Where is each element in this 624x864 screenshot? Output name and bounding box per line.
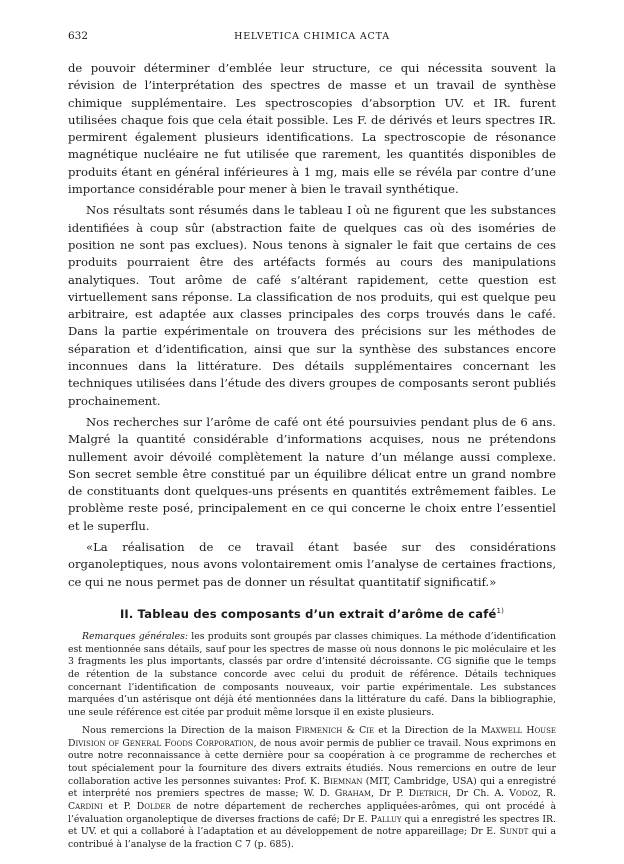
paragraph-research: Nos recherches sur l’arôme de café ont été poursuivies pendant plus de 6 ans. Malgré la quantité considérable d’informations acquises, nous ne prétendons nullement avoir dévoilé complètement la nature d’un mélange aussi complexe. Son secret semble être constitué par un équilibre délicat entre un grand nombre de constituants dont quelques-uns présents en quantités extrêmement faibles. Le problème reste posé, principalement en ce qui concerne le choix entre l’essentiel et le superflu.	[68, 414, 556, 533]
acknowledged-name: Vodoz	[509, 788, 538, 800]
general-remarks-text: les produits sont groupés par classes chimiques. La méthode d’identification est mentionnée sans détails, sauf pour les spectres de masse où nous donnons le pic moléculaire et les 3 fragments les plus importants, classés par ordre d’intensité décroissante. CG signifie que le temps de rétention de la substance concorde avec celui du produit de référence. Détails techniques concernant l’identification de composants nouveaux, voir partie expérimentale. Les substances marquées d’un astérisque ont déjà été mentionnées dans la littérature du café. Dans la bibliographie, une seule référence est citée par produit même lorsque il en existe plusieurs.	[68, 630, 556, 719]
footnote-marker: 1)	[496, 607, 505, 616]
acknowledged-name: Dolder	[136, 801, 171, 813]
acknowledged-name: Maxwell House Division of General Foods Corporation	[68, 724, 556, 749]
acknowledgements	[68, 725, 556, 852]
section-heading-text: II. Tableau des composants d’un extrait d’arôme de café	[119, 606, 497, 621]
acknowledged-name: Graham	[334, 788, 371, 800]
acknowledgement-text: , R.	[537, 788, 556, 800]
acknowledgement-text: , Dr Ch. A.	[448, 788, 510, 800]
acknowledgement-text: qui a contribué à l’analyse de la fraction C 7 (p. 685).	[68, 826, 556, 851]
acknowledged-name: Cardini	[68, 801, 103, 813]
acknowledgement-text: , de nous avoir permis de publier ce travail. Nous exprimons en outre notre reconnaissance à cette dernière pour sa coopération à ce programme de recherches et tout spécialement pour la fourniture des divers extraits étudiés. Nous remercions en outre de leur collaboration active les personnes suivantes: Prof. K.	[68, 737, 556, 787]
paragraph-results: Nos résultats sont résumés dans le tableau I où ne figurent que les substances identifiées à coup sûr (abstraction faite de quelques cas où des isoméries de position ne sont pas exclues). Nous tenons à signaler le fait que certains de ces produits pourraient être des artéfacts formés au cours des manipulations analytiques. Tout arôme de café s’altérant rapidement, cette question est virtuellement sans réponse. La classification de nos produits, qui est quelque peu arbitraire, est adaptée aux classes principales des corps trouvés dans le café. Dans la partie expérimentale on trouvera des précisions sur les méthodes de séparation et d’identification, ainsi que sur la synthèse des substances encore inconnues dans la littérature. Des détails supplémentaires concernant les techniques utilisées dans l’étude des divers groupes de composants seront publiés prochainement.	[68, 203, 556, 408]
acknowledgement-text: et la Direction de la	[374, 724, 481, 736]
acknowledged-name: Palluy	[370, 813, 402, 825]
acknowledgement-text: (MIT, Cambridge, USA) qui a enregistré et interprété nos premiers spectres de masse; W. D.	[68, 775, 556, 800]
body-text	[68, 60, 556, 591]
acknowledgement-text: et P.	[102, 801, 137, 813]
paragraph-continuation: de pouvoir déterminer d’emblée leur structure, ce qui nécessita souvent la révision de l’interprétation des spectres de masse et un travail de synthèse chimique supplémentaire. Les spectroscopies d’absorption UV. et IR. furent utilisées chaque fois que cela était possible. Les F. de dérivés et leurs spectres IR. permirent également plusieurs identifications. La spectroscopie de résonance magnétique nucléaire ne fut utilisée que rarement, les quantités disponibles de produits étant en général inférieures à 1 mg, mais elle se révéla par contre d’une importance considérable pour mener à bien le travail synthétique.	[68, 61, 556, 197]
acknowledged-name: Dietrich	[408, 788, 449, 800]
acknowledgement-text: Nous remercions la Direction de la maison	[82, 724, 296, 736]
small-text-block	[68, 631, 556, 852]
paragraph-quote: «La réalisation de ce travail étant basée sur des considérations organoleptiques, nous avons volontairement omis l’analyse de certaines fractions, ce qui ne nous permet pas de donner un résultat quantitatif significatif.»	[68, 540, 556, 589]
acknowledged-name: Sundt	[499, 826, 529, 838]
paper-page	[68, 30, 556, 857]
acknowledgement-text: de notre département de recherches appliquées-arômes, qui ont procédé à l’évaluation organoleptique de diverses fractions de café; Dr E.	[68, 801, 556, 825]
section-heading	[68, 607, 556, 621]
general-remarks-lead: Remarques générales:	[82, 630, 189, 642]
acknowledged-name: Biemnan	[323, 775, 363, 787]
acknowledgement-text: qui a enregistré les spectres IR. et UV. et qui a collaboré à l’adaptation et au développement de notre appareillage; Dr E.	[68, 813, 556, 838]
running-head	[68, 30, 556, 48]
page-number: 632	[68, 30, 89, 42]
general-remarks	[68, 631, 556, 720]
journal-title: HELVETICA CHIMICA ACTA	[234, 31, 390, 42]
acknowledged-name: Firmenich & Cie	[295, 724, 375, 736]
acknowledgement-text: , Dr P.	[371, 788, 409, 800]
